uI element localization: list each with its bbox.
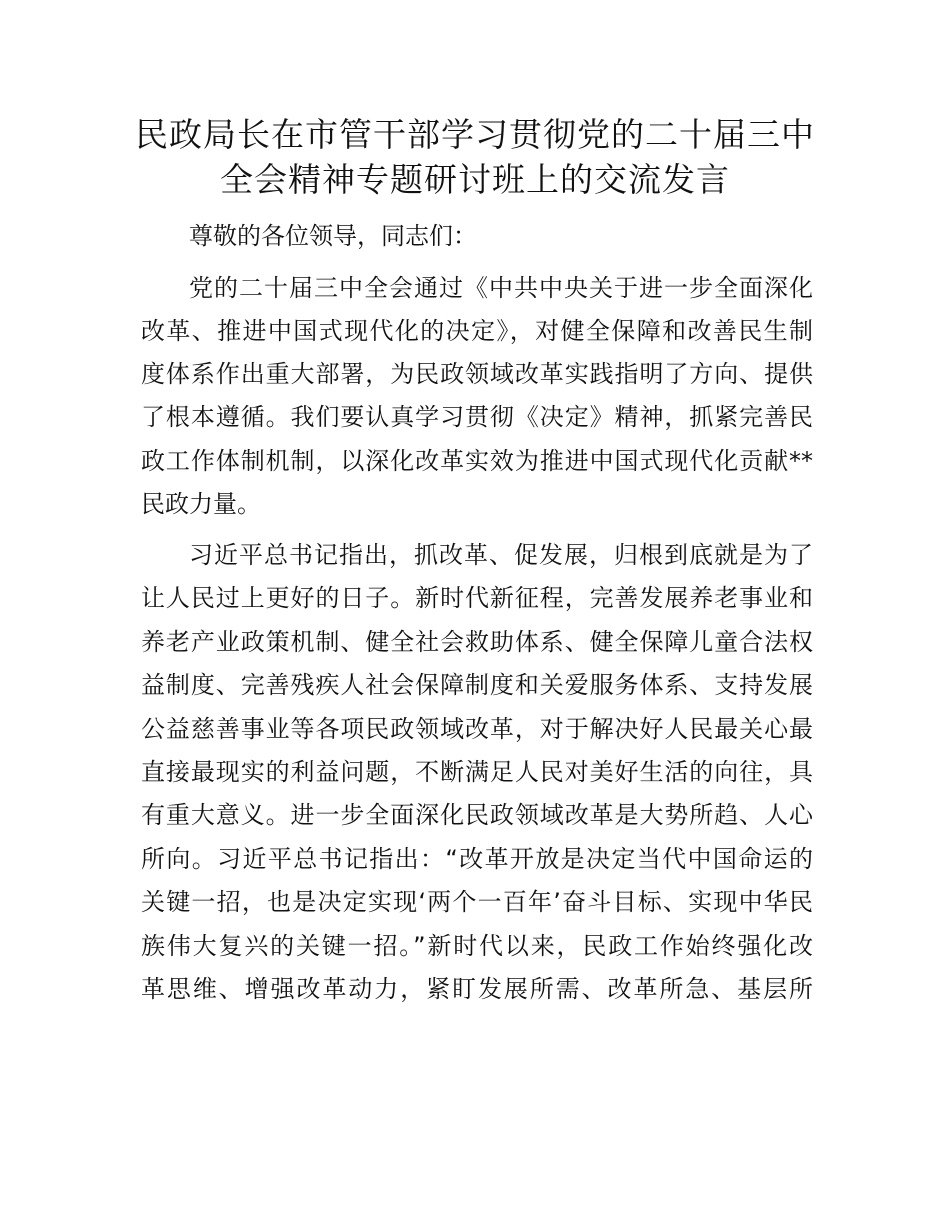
paragraph-2-line: 公益慈善事业等各项民政领域改革，对于解决好人民最关心最 <box>141 715 813 743</box>
paragraph-2-line: 直接最现实的利益问题，不断满足人民对美好生活的向往，具 <box>141 758 813 786</box>
paragraph-2-line: 习近平总书记指出，抓改革、促发展，归根到底就是为了 <box>189 541 813 569</box>
paragraph-1-line: 改革、推进中国式现代化的决定》，对健全保障和改善民生制 <box>141 317 813 345</box>
paragraph-1-line: 政工作体制机制，以深化改革实效为推进中国式现代化贡献** <box>141 447 813 475</box>
document-title-line-2: 全会精神专题研讨班上的交流发言 <box>220 160 730 199</box>
paragraph-2-line: 族伟大复兴的关键一招。”新时代以来，民政工作始终强化改 <box>141 932 813 960</box>
paragraph-1-line: 民政力量。 <box>141 490 261 518</box>
paragraph-2-line: 让人民过上更好的日子。新时代新征程，完善发展养老事业和 <box>141 584 813 612</box>
paragraph-2-line: 益制度、完善残疾人社会保障制度和关爱服务体系、支持发展 <box>141 671 813 699</box>
paragraph-2-line: 养老产业政策机制、健全社会救助体系、健全保障儿童合法权 <box>141 628 813 656</box>
paragraph-2-line: 所向。习近平总书记指出：“改革开放是决定当代中国命运的 <box>141 845 813 873</box>
document-title-line-1: 民政局长在市管干部学习贯彻党的二十届三中 <box>135 115 815 154</box>
paragraph-2-line: 革思维、增强改革动力，紧盯发展所需、改革所急、基层所 <box>141 975 813 1003</box>
paragraph-2-line: 有重大意义。进一步全面深化民政领域改革是大势所趋、人心 <box>141 801 813 829</box>
salutation: 尊敬的各位领导，同志们： <box>189 222 477 250</box>
paragraph-1-line: 党的二十届三中全会通过《中共中央关于进一步全面深化 <box>189 274 813 302</box>
paragraph-1-line: 度体系作出重大部署，为民政领域改革实践指明了方向、提供 <box>141 360 813 388</box>
paragraph-1-line: 了根本遵循。我们要认真学习贯彻《决定》精神，抓紧完善民 <box>141 403 813 431</box>
paragraph-2-line: 关键一招，也是决定实现‘两个一百年’奋斗目标、实现中华民 <box>141 888 813 916</box>
